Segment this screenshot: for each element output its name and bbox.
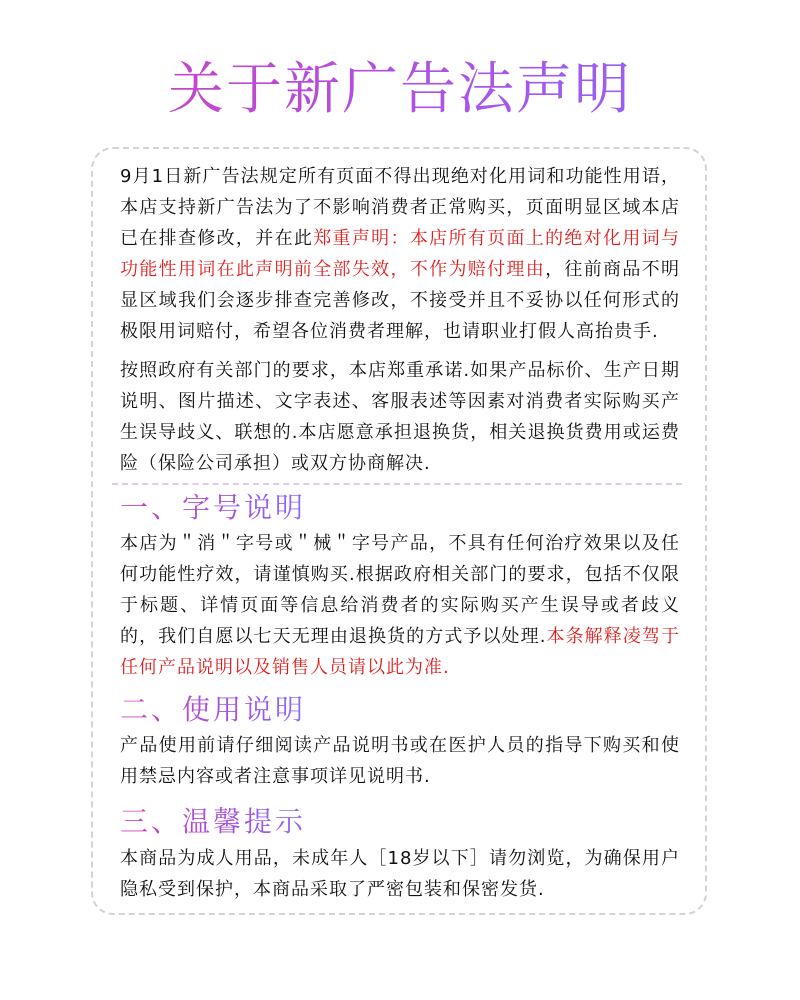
intro-paragraph <box>120 161 680 347</box>
intro-emphasis: 郑重声明：本店所有页面上的绝对化用词与功能性用词在此声明前全部失效，不作为赔付理由 <box>120 228 681 280</box>
section-text-tips: 本商品为成人用品，未成年人［18岁以下］请勿浏览，为确保用户隐私受到保护，本商品采取了严密包装和保密发货. <box>120 848 680 900</box>
commitment-paragraph: 按照政府有关部门的要求，本店郑重承诺.如果产品标价、生产日期说明、图片描述、文字表述、客服表述等因素对消费者实际购买产生误导歧义、联想的.本店愿意承担退换货，相关退换货费用或运费险（保险公司承担）或双方协商解决. <box>120 360 680 474</box>
section-text-usage: 产品使用前请仔细阅读产品说明书或在医护人员的指导下购买和使用禁忌内容或者注意事项详见说明书. <box>120 735 680 787</box>
intro-text-1: 9月1日新广告法规定所有页面不得出现绝对化用词和功能性用语，本店支持新广告法为了不影响消费者正常购买，页面明显区域本店已在排查修改，并在此 <box>120 166 680 249</box>
section-text-font-size-emphasis: 本条解释凌驾于任何产品说明以及销售人员请以此为准. <box>120 626 680 678</box>
section-text-font-size <box>120 528 680 683</box>
section-heading-tips: 三、温馨提示 <box>120 802 306 842</box>
section-heading-font-size: 一、字号说明 <box>120 488 306 528</box>
section-heading-usage: 二、使用说明 <box>120 690 306 730</box>
page-title: 关于新广告法声明 <box>0 48 800 132</box>
section-text-font-size-body: 本店为＂消＂字号或＂械＂字号产品，不具有任何治疗效果以及任何功能性疗效，请谨慎购买.根据政府相关部门的要求，包括不仅限于标题、详情页面等信息给消费者的实际购买产生误导或者歧义的，我们自愿以七天无理由退换货的方式予以处理. <box>120 533 680 647</box>
section-divider <box>112 483 682 485</box>
intro-text-2: ，往前商品不明显区域我们会逐步排查完善修改，不接受并且不妥协以任何形式的极限用词赔付，希望各位消费者理解，也请职业打假人高抬贵手. <box>120 259 681 342</box>
